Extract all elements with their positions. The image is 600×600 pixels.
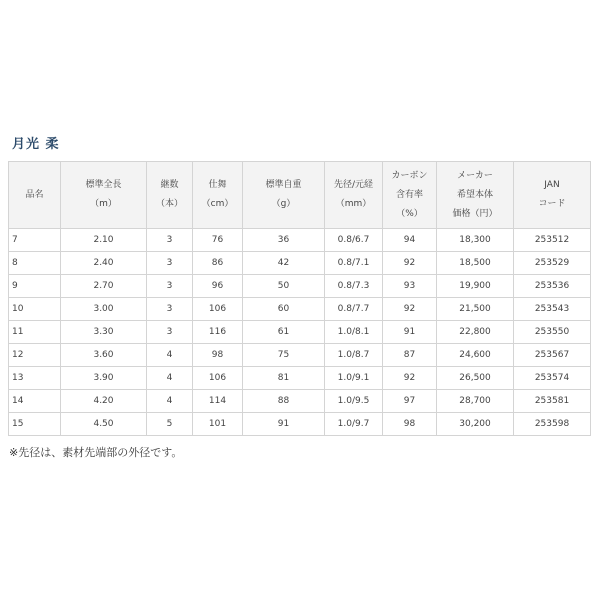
table-row — [9, 413, 591, 436]
table-body — [9, 229, 591, 436]
cell-price: 26,500 — [437, 367, 514, 390]
cell-length: 3.60 — [61, 344, 147, 367]
cell-tip-base-diameter: 0.8/7.7 — [325, 298, 383, 321]
header-line: 価格（円） — [452, 208, 498, 219]
header-line: カーボン — [391, 170, 428, 181]
footnote: ※先径は、素材先端部の外径です。 — [9, 446, 183, 459]
cell-name: 14 — [9, 390, 61, 413]
cell-sections: 3 — [147, 252, 193, 275]
cell-jan-code: 253529 — [514, 252, 591, 275]
cell-length: 3.00 — [61, 298, 147, 321]
cell-price: 18,300 — [437, 229, 514, 252]
cell-closed-length: 106 — [193, 298, 243, 321]
cell-closed-length: 86 — [193, 252, 243, 275]
cell-name: 15 — [9, 413, 61, 436]
cell-carbon-content: 93 — [383, 275, 437, 298]
cell-sections: 4 — [147, 344, 193, 367]
cell-closed-length: 116 — [193, 321, 243, 344]
cell-sections: 3 — [147, 275, 193, 298]
header-line: （mm） — [335, 199, 372, 209]
cell-carbon-content: 92 — [383, 367, 437, 390]
cell-carbon-content: 87 — [383, 344, 437, 367]
cell-sections: 5 — [147, 413, 193, 436]
cell-jan-code: 253567 — [514, 344, 591, 367]
header-line: コード — [538, 199, 566, 209]
cell-closed-length: 76 — [193, 229, 243, 252]
table-row — [9, 390, 591, 413]
cell-carbon-content: 97 — [383, 390, 437, 413]
cell-weight: 91 — [243, 413, 325, 436]
table-header-row — [9, 162, 591, 229]
cell-name: 7 — [9, 229, 61, 252]
header-line: 標準自重 — [265, 180, 302, 190]
cell-carbon-content: 98 — [383, 413, 437, 436]
cell-jan-code: 253512 — [514, 229, 591, 252]
cell-price: 22,800 — [437, 321, 514, 344]
cell-carbon-content: 92 — [383, 298, 437, 321]
header-line: 先径/元経 — [333, 180, 374, 190]
cell-length: 4.20 — [61, 390, 147, 413]
cell-closed-length: 101 — [193, 413, 243, 436]
cell-tip-base-diameter: 1.0/8.1 — [325, 321, 383, 344]
cell-name: 10 — [9, 298, 61, 321]
cell-jan-code: 253598 — [514, 413, 591, 436]
cell-closed-length: 96 — [193, 275, 243, 298]
product-title: 月光 柔 — [12, 137, 60, 152]
cell-name: 12 — [9, 344, 61, 367]
cell-price: 24,600 — [437, 344, 514, 367]
header-carbon-content — [383, 162, 437, 229]
cell-length: 2.70 — [61, 275, 147, 298]
header-tip-base-diameter — [325, 162, 383, 229]
header-line: （cm） — [201, 199, 234, 209]
header-name — [9, 162, 61, 229]
cell-jan-code: 253574 — [514, 367, 591, 390]
cell-sections: 4 — [147, 367, 193, 390]
header-line: 継数 — [160, 180, 179, 190]
header-line: （%） — [396, 208, 423, 219]
header-weight — [243, 162, 325, 229]
cell-price: 21,500 — [437, 298, 514, 321]
cell-weight: 50 — [243, 275, 325, 298]
cell-tip-base-diameter: 1.0/9.5 — [325, 390, 383, 413]
cell-price: 28,700 — [437, 390, 514, 413]
cell-tip-base-diameter: 0.8/7.3 — [325, 275, 383, 298]
cell-tip-base-diameter: 0.8/7.1 — [325, 252, 383, 275]
cell-jan-code: 253581 — [514, 390, 591, 413]
table-row — [9, 367, 591, 390]
table-row — [9, 229, 591, 252]
header-line: 仕舞 — [208, 180, 227, 190]
cell-weight: 88 — [243, 390, 325, 413]
cell-carbon-content: 91 — [383, 321, 437, 344]
header-sections — [147, 162, 193, 229]
cell-weight: 75 — [243, 344, 325, 367]
cell-closed-length: 114 — [193, 390, 243, 413]
header-line: （g） — [271, 199, 296, 209]
table-row — [9, 344, 591, 367]
header-length — [61, 162, 147, 229]
cell-weight: 60 — [243, 298, 325, 321]
table-row — [9, 252, 591, 275]
table-row — [9, 321, 591, 344]
cell-length: 3.90 — [61, 367, 147, 390]
cell-jan-code: 253536 — [514, 275, 591, 298]
cell-sections: 3 — [147, 229, 193, 252]
cell-price: 30,200 — [437, 413, 514, 436]
header-closed-length — [193, 162, 243, 229]
cell-length: 3.30 — [61, 321, 147, 344]
cell-weight: 36 — [243, 229, 325, 252]
cell-jan-code: 253543 — [514, 298, 591, 321]
cell-name: 9 — [9, 275, 61, 298]
cell-carbon-content: 92 — [383, 252, 437, 275]
cell-jan-code: 253550 — [514, 321, 591, 344]
cell-tip-base-diameter: 1.0/9.1 — [325, 367, 383, 390]
cell-length: 4.50 — [61, 413, 147, 436]
header-price — [437, 162, 514, 229]
cell-sections: 4 — [147, 390, 193, 413]
cell-tip-base-diameter: 1.0/8.7 — [325, 344, 383, 367]
cell-weight: 81 — [243, 367, 325, 390]
cell-sections: 3 — [147, 321, 193, 344]
cell-name: 11 — [9, 321, 61, 344]
cell-length: 2.10 — [61, 229, 147, 252]
cell-tip-base-diameter: 0.8/6.7 — [325, 229, 383, 252]
cell-name: 13 — [9, 367, 61, 390]
header-line: メーカー — [457, 170, 493, 181]
header-line: JAN — [544, 180, 560, 190]
cell-tip-base-diameter: 1.0/9.7 — [325, 413, 383, 436]
cell-closed-length: 98 — [193, 344, 243, 367]
cell-closed-length: 106 — [193, 367, 243, 390]
header-line: （m） — [90, 199, 117, 209]
header-line: 希望本体 — [456, 189, 493, 200]
cell-sections: 3 — [147, 298, 193, 321]
cell-weight: 42 — [243, 252, 325, 275]
cell-carbon-content: 94 — [383, 229, 437, 252]
cell-price: 19,900 — [437, 275, 514, 298]
header-line: （本） — [155, 199, 183, 209]
header-line: 標準全長 — [85, 180, 122, 190]
cell-weight: 61 — [243, 321, 325, 344]
header-jan-code — [514, 162, 591, 229]
cell-length: 2.40 — [61, 252, 147, 275]
table-row — [9, 298, 591, 321]
spec-table — [8, 161, 591, 436]
header-line: 含有率 — [395, 189, 423, 200]
header-line: 品名 — [25, 189, 44, 200]
table-row — [9, 275, 591, 298]
cell-price: 18,500 — [437, 252, 514, 275]
cell-name: 8 — [9, 252, 61, 275]
